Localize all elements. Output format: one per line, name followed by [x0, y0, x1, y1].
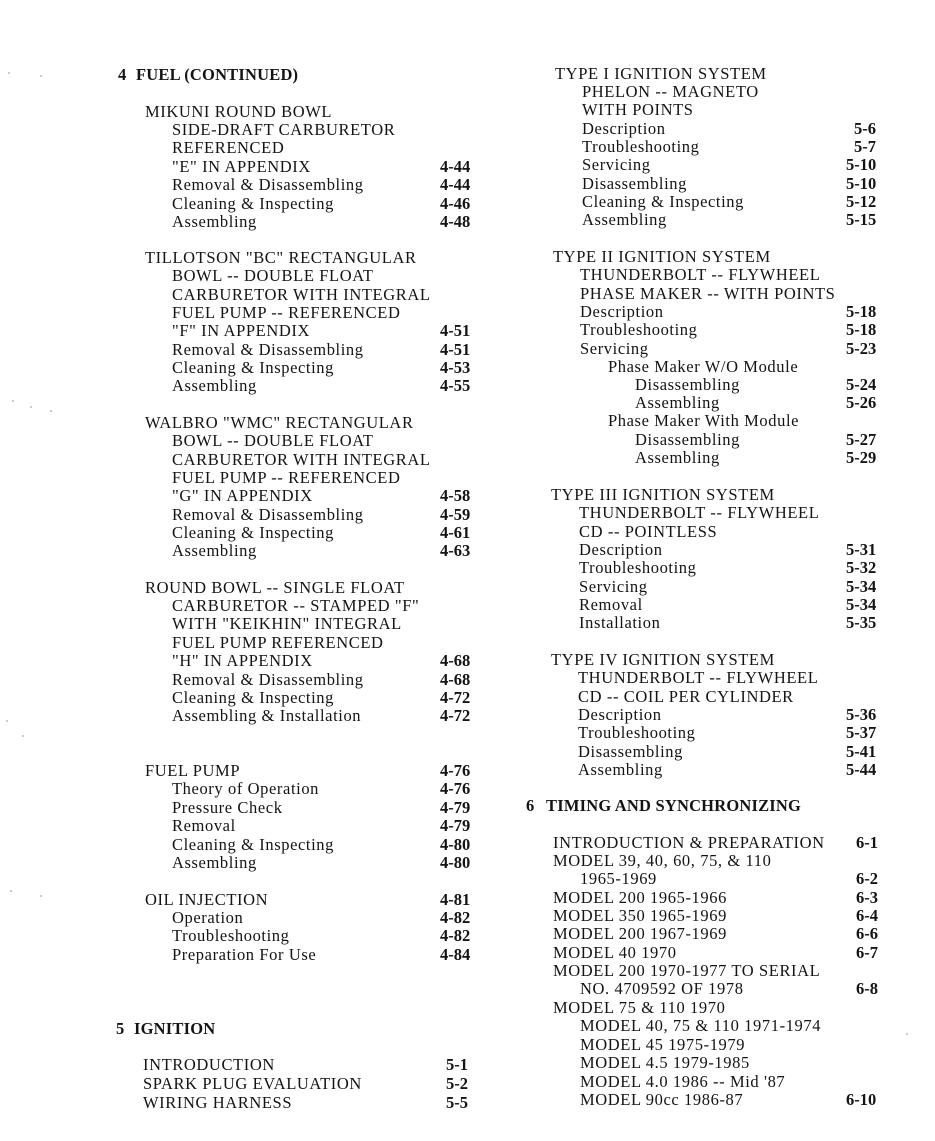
page-number: 5-10: [846, 155, 877, 174]
walbro-title-line: CARBURETOR WITH INTEGRAL: [172, 450, 431, 469]
mikuni-title-line: REFERENCED: [172, 138, 285, 157]
tillotson-title-line: BOWL -- DOUBLE FLOAT: [172, 266, 374, 285]
walbro-title-line: "G" IN APPENDIX: [172, 486, 313, 505]
page-number: 6-6: [856, 924, 878, 943]
walbro-title-line: FUEL PUMP -- REFERENCED: [172, 468, 401, 487]
toc-item-label: Assembling: [582, 210, 667, 229]
type4-title-line: CD -- COIL PER CYLINDER: [578, 687, 794, 706]
page-number: 6-10: [846, 1090, 877, 1109]
page-number: 4-68: [440, 670, 471, 689]
type4-title-line: THUNDERBOLT -- FLYWHEEL: [578, 668, 819, 687]
toc-item-label: Removal & Disassembling: [172, 505, 364, 524]
toc-item-label: Assembling & Installation: [172, 706, 362, 725]
toc-item-label: Disassembling: [578, 742, 683, 761]
toc-item-label: MODEL 40, 75 & 110 1971-1974: [580, 1016, 822, 1035]
type1-title-line: TYPE I IGNITION SYSTEM: [555, 64, 767, 83]
page-number: 4-80: [440, 853, 471, 872]
scan-speck: [10, 890, 12, 892]
page-number: 5-32: [846, 558, 877, 577]
walbro-title-line: WALBRO "WMC" RECTANGULAR: [145, 413, 414, 432]
toc-item-label: Assembling: [172, 376, 257, 395]
page-number: 5-15: [846, 210, 877, 229]
page-number: 4-81: [440, 890, 471, 909]
page-number: 5-5: [446, 1093, 468, 1112]
page-number: 6-7: [856, 943, 878, 962]
scan-speck: [50, 410, 52, 412]
page-number: 5-34: [846, 595, 877, 614]
toc-item-label: Operation: [172, 908, 244, 927]
type1-title-line: WITH POINTS: [582, 100, 694, 119]
page-number: 6-1: [856, 833, 878, 852]
page-number: 4-84: [440, 945, 471, 964]
scan-speck: [12, 400, 14, 402]
type3-title-line: TYPE III IGNITION SYSTEM: [551, 485, 775, 504]
walbro-title-line: BOWL -- DOUBLE FLOAT: [172, 431, 374, 450]
page-number: 4-46: [440, 194, 471, 213]
tillotson-title-line: "F" IN APPENDIX: [172, 321, 310, 340]
toc-item-label: Cleaning & Inspecting: [582, 192, 744, 211]
page-number: 4-59: [440, 505, 471, 524]
toc-item-label: Installation: [579, 613, 661, 632]
mikuni-title-line: MIKUNI ROUND BOWL: [145, 102, 333, 121]
toc-item-label: Description: [579, 540, 663, 559]
page-number: 4-51: [440, 340, 471, 359]
page-number: 4-80: [440, 835, 471, 854]
page-number: 4-82: [440, 926, 471, 945]
toc-item-label: Description: [582, 119, 666, 138]
toc-item-label: Servicing: [580, 339, 649, 358]
round-bowl-title-line: "H" IN APPENDIX: [172, 651, 313, 670]
toc-item-label: Removal & Disassembling: [172, 670, 364, 689]
toc-item-label: Servicing: [582, 155, 651, 174]
page-number: 4-53: [440, 358, 471, 377]
page-number: 4-58: [440, 486, 471, 505]
type3-title-line: CD -- POINTLESS: [579, 522, 718, 541]
page-number: 5-10: [846, 174, 877, 193]
toc-item-label: Description: [580, 302, 664, 321]
page-number: 4-44: [440, 175, 471, 194]
with-module-title: Phase Maker With Module: [608, 411, 800, 430]
page-number: 4-76: [440, 779, 471, 798]
page-number: 5-2: [446, 1074, 468, 1093]
toc-item-label: MODEL 39, 40, 60, 75, & 110: [553, 851, 772, 870]
toc-item-label: Troubleshooting: [582, 137, 700, 156]
page-number: 6-3: [856, 888, 878, 907]
page-number: 5-34: [846, 577, 877, 596]
toc-item-label: INTRODUCTION & PREPARATION: [553, 833, 825, 852]
page-number: 5-6: [854, 119, 876, 138]
toc-item-label: Disassembling: [635, 430, 740, 449]
scan-speck: [906, 1033, 908, 1035]
toc-item-label: Cleaning & Inspecting: [172, 194, 334, 213]
round-bowl-title-line: CARBURETOR -- STAMPED "F": [172, 596, 420, 615]
toc-item-label: Disassembling: [635, 375, 740, 394]
scan-speck: [40, 895, 42, 897]
toc-item-label: Disassembling: [582, 174, 687, 193]
section-number-6: 6: [526, 796, 535, 815]
wo-module-title: Phase Maker W/O Module: [608, 357, 799, 376]
toc-item-label: Assembling: [635, 448, 720, 467]
toc-item-label: Removal & Disassembling: [172, 175, 364, 194]
page-number: 4-55: [440, 376, 471, 395]
toc-item-label: MODEL 200 1967-1969: [553, 924, 727, 943]
type2-title-line: PHASE MAKER -- WITH POINTS: [580, 284, 836, 303]
page-number: 5-41: [846, 742, 877, 761]
page-number: 5-27: [846, 430, 877, 449]
toc-item-label: MODEL 350 1965-1969: [553, 906, 727, 925]
toc-item-label: MODEL 4.0 1986 -- Mid '87: [580, 1072, 786, 1091]
toc-item-label: MODEL 4.5 1979-1985: [580, 1053, 750, 1072]
toc-item-label: Assembling: [635, 393, 720, 412]
page-number: 4-44: [440, 157, 471, 176]
type3-title-line: THUNDERBOLT -- FLYWHEEL: [579, 503, 820, 522]
section-title-timing: TIMING AND SYNCHRONIZING: [546, 796, 802, 815]
toc-item-label: Removal: [579, 595, 643, 614]
toc-item-label: Cleaning & Inspecting: [172, 688, 334, 707]
toc-item-label: INTRODUCTION: [143, 1055, 275, 1074]
type1-title-line: PHELON -- MAGNETO: [582, 82, 759, 101]
toc-item-label: Servicing: [579, 577, 648, 596]
page-number: 5-18: [846, 302, 877, 321]
toc-item-label: Removal & Disassembling: [172, 340, 364, 359]
toc-item-label: MODEL 200 1970-1977 TO SERIAL: [553, 961, 821, 980]
toc-item-label: Pressure Check: [172, 798, 283, 817]
scan-speck: [22, 735, 24, 737]
toc-item-label: Troubleshooting: [578, 723, 696, 742]
page-number: 4-63: [440, 541, 471, 560]
page-number: 6-8: [856, 979, 878, 998]
page-number: 6-2: [856, 869, 878, 888]
toc-item-label: NO. 4709592 OF 1978: [580, 979, 744, 998]
tillotson-title-line: TILLOTSON "BC" RECTANGULAR: [145, 248, 417, 267]
page-number: 5-31: [846, 540, 877, 559]
tillotson-title-line: CARBURETOR WITH INTEGRAL: [172, 285, 431, 304]
page-number: 4-51: [440, 321, 471, 340]
page-number: 4-76: [440, 761, 471, 780]
page-number: 5-23: [846, 339, 877, 358]
type2-title-line: TYPE II IGNITION SYSTEM: [553, 247, 771, 266]
page-number: 5-24: [846, 375, 877, 394]
page-number: 4-68: [440, 651, 471, 670]
page-number: 5-26: [846, 393, 877, 412]
toc-item-label: Cleaning & Inspecting: [172, 835, 334, 854]
page-number: 4-82: [440, 908, 471, 927]
toc-item-label: MODEL 90cc 1986-87: [580, 1090, 744, 1109]
toc-item-label: Troubleshooting: [579, 558, 697, 577]
type4-title-line: TYPE IV IGNITION SYSTEM: [551, 650, 775, 669]
toc-item-label: Assembling: [172, 853, 257, 872]
scan-speck: [8, 72, 10, 74]
toc-item-label: Cleaning & Inspecting: [172, 523, 334, 542]
toc-item-label: MODEL 200 1965-1966: [553, 888, 727, 907]
section-title-fuel: FUEL (CONTINUED): [136, 65, 299, 84]
toc-item-label: WIRING HARNESS: [143, 1093, 293, 1112]
page-number: 4-61: [440, 523, 471, 542]
page-number: 5-1: [446, 1055, 468, 1074]
fuel-pump-title: FUEL PUMP: [145, 761, 241, 780]
toc-item-label: Description: [578, 705, 662, 724]
toc-item-label: Assembling: [578, 760, 663, 779]
mikuni-title-line: SIDE-DRAFT CARBURETOR: [172, 120, 396, 139]
page-number: 4-79: [440, 816, 471, 835]
toc-item-label: Assembling: [172, 212, 257, 231]
toc-item-label: Cleaning & Inspecting: [172, 358, 334, 377]
page-number: 4-72: [440, 688, 471, 707]
round-bowl-title-line: ROUND BOWL -- SINGLE FLOAT: [145, 578, 405, 597]
round-bowl-title-line: WITH "KEIKHIN" INTEGRAL: [172, 614, 402, 633]
scan-speck: [40, 75, 42, 77]
section-number-4: 4: [118, 65, 127, 84]
toc-item-label: MODEL 45 1975-1979: [580, 1035, 746, 1054]
toc-item-label: Removal: [172, 816, 236, 835]
page-number: 5-12: [846, 192, 877, 211]
type2-title-line: THUNDERBOLT -- FLYWHEEL: [580, 265, 821, 284]
toc-item-label: Assembling: [172, 541, 257, 560]
page-number: 4-79: [440, 798, 471, 817]
round-bowl-title-line: FUEL PUMP REFERENCED: [172, 633, 384, 652]
toc-item-label: 1965-1969: [580, 869, 657, 888]
toc-item-label: Theory of Operation: [172, 779, 320, 798]
oil-injection-title: OIL INJECTION: [145, 890, 269, 909]
toc-item-label: Troubleshooting: [580, 320, 698, 339]
page-number: 4-48: [440, 212, 471, 231]
toc-item-label: Preparation For Use: [172, 945, 317, 964]
page-number: 5-44: [846, 760, 877, 779]
toc-item-label: MODEL 40 1970: [553, 943, 677, 962]
section-title-ignition: IGNITION: [134, 1019, 216, 1038]
page-number: 5-37: [846, 723, 877, 742]
page-number: 5-36: [846, 705, 877, 724]
page-number: 5-7: [854, 137, 876, 156]
toc-item-label: MODEL 75 & 110 1970: [553, 998, 726, 1017]
page-number: 5-35: [846, 613, 877, 632]
page-number: 5-18: [846, 320, 877, 339]
page-number: 6-4: [856, 906, 878, 925]
page-number: 5-29: [846, 448, 877, 467]
page-number: 4-72: [440, 706, 471, 725]
scan-speck: [30, 406, 32, 408]
toc-item-label: SPARK PLUG EVALUATION: [143, 1074, 362, 1093]
tillotson-title-line: FUEL PUMP -- REFERENCED: [172, 303, 401, 322]
section-number-5: 5: [116, 1019, 125, 1038]
mikuni-title-line: "E" IN APPENDIX: [172, 157, 311, 176]
scan-speck: [6, 720, 8, 722]
toc-item-label: Troubleshooting: [172, 926, 290, 945]
